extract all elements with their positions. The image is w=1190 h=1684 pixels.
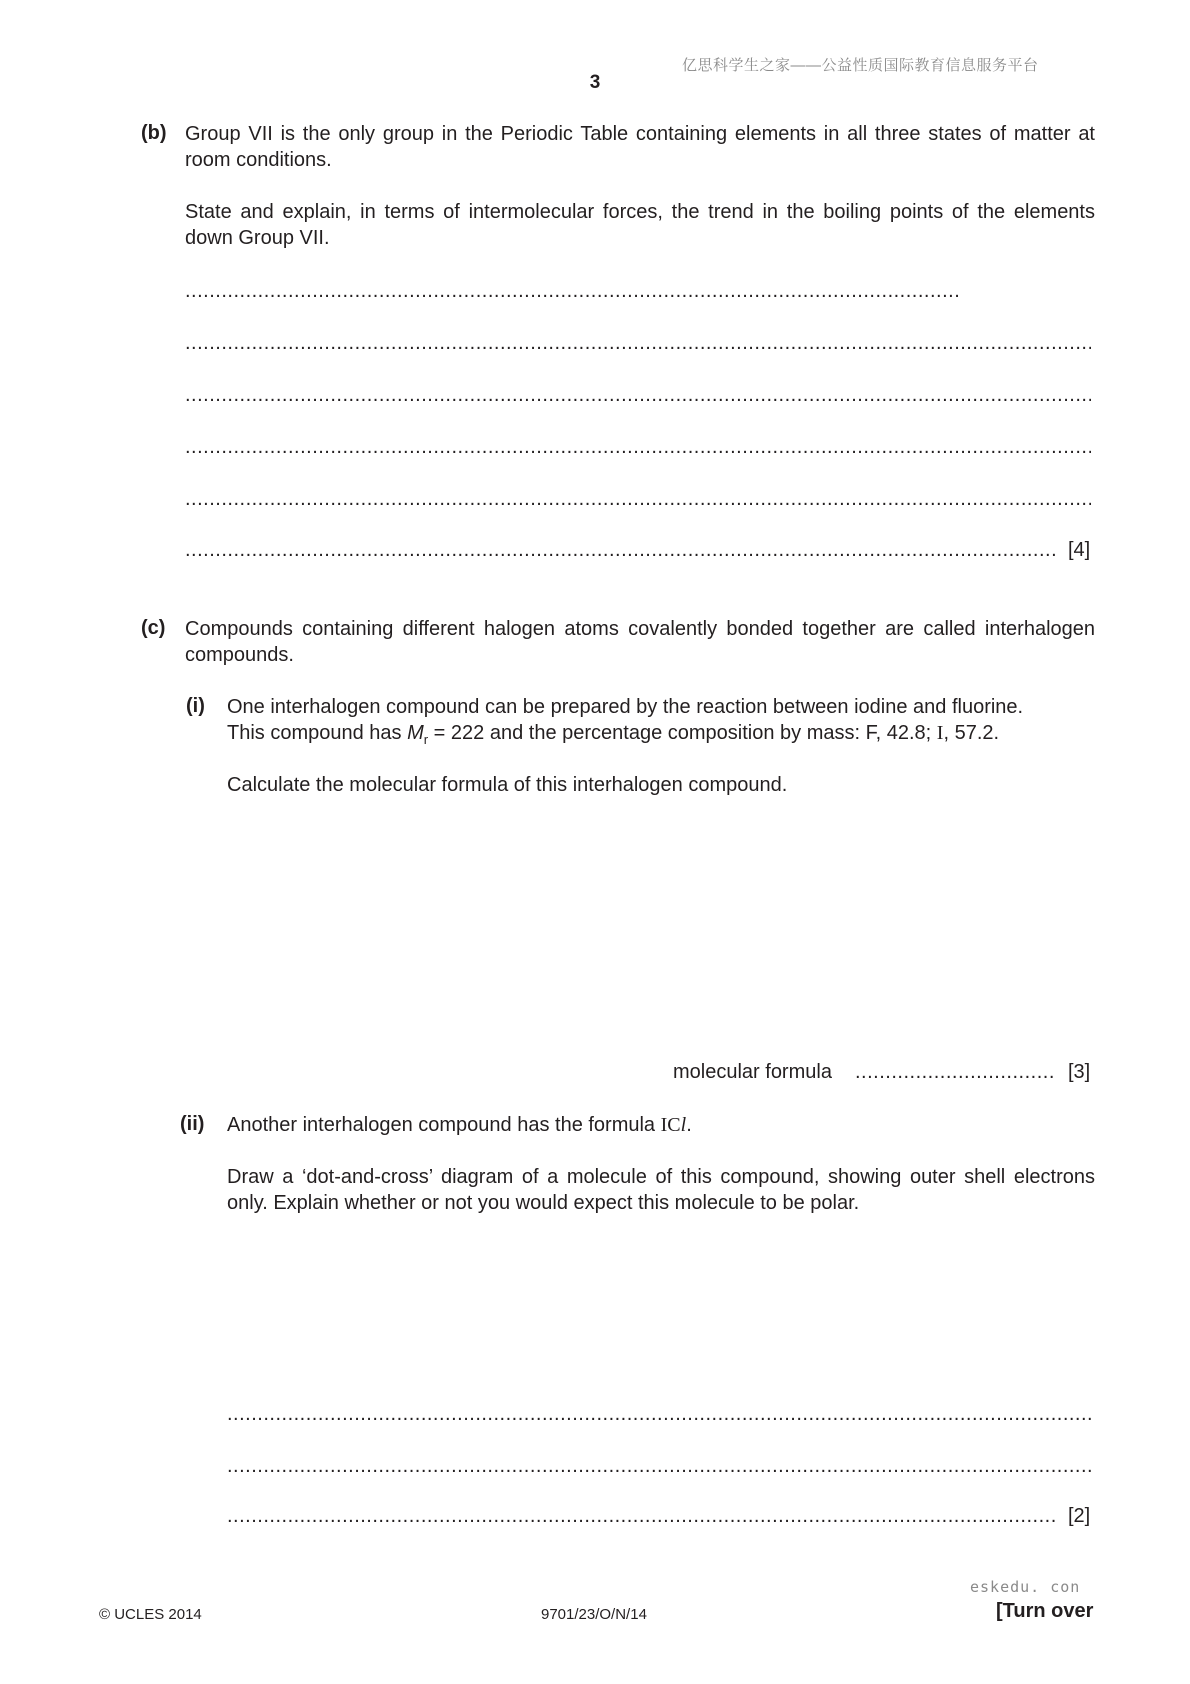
- iodine-symbol: I: [936, 722, 944, 744]
- part-c-i-line1: One interhalogen compound can be prepared by the reaction between iodine and fluorine.: [227, 696, 1024, 718]
- footer-copyright: © UCLES 2014: [99, 1606, 202, 1623]
- footer-watermark: eskedu. con: [970, 1578, 1081, 1596]
- header-watermark: 亿思科学生之家——公益性质国际教育信息服务平台: [682, 57, 1039, 74]
- answer-line[interactable]: [185, 436, 1091, 460]
- answer-line[interactable]: [185, 280, 960, 304]
- formula-I: IC: [660, 1114, 681, 1136]
- ii-line-pre: Another interhalogen compound has the formula: [227, 1114, 661, 1136]
- marks-b: [4]: [1068, 539, 1091, 561]
- turn-over: [Turn over: [996, 1600, 1094, 1622]
- ii-line-post: .: [686, 1114, 692, 1136]
- answer-line[interactable]: [227, 1455, 1091, 1479]
- molecular-formula-answer-line[interactable]: [855, 1061, 1055, 1085]
- mr-subscript: r: [423, 732, 429, 747]
- answer-line[interactable]: [227, 1403, 1091, 1427]
- part-c-i-question: Calculate the molecular formula of this interhalogen compound.: [227, 774, 788, 796]
- question-label-c-ii: (ii): [180, 1113, 205, 1135]
- question-label-b: (b): [141, 122, 167, 144]
- molecular-formula-label: molecular formula: [673, 1061, 832, 1083]
- formula-l: l: [680, 1114, 687, 1136]
- line2-post: = 222 and the percentage composition by mass: F, 42.8;: [428, 722, 937, 744]
- answer-line[interactable]: [185, 539, 1055, 563]
- part-c-i-line2: [227, 720, 1097, 753]
- footer-code: 9701/23/O/N/14: [541, 1606, 647, 1623]
- part-c-intro: Compounds containing different halogen atoms covalently bonded together are called interhalogen compounds.: [185, 618, 1095, 666]
- answer-line[interactable]: [185, 488, 1091, 512]
- answer-line[interactable]: [227, 1505, 1055, 1529]
- marks-c-i: [3]: [1068, 1061, 1091, 1083]
- line2-pre: This compound has: [227, 722, 408, 744]
- answer-line[interactable]: [185, 384, 1091, 408]
- part-b-intro: Group VII is the only group in the Periodic Table containing elements in all three states of matter at room conditions.: [185, 123, 1095, 171]
- iodine-value: , 57.2.: [943, 722, 1000, 744]
- page-number: 3: [589, 72, 601, 93]
- answer-line[interactable]: [185, 332, 1091, 356]
- question-label-c-i: (i): [186, 695, 205, 717]
- part-b-question: State and explain, in terms of intermolecular forces, the trend in the boiling points of the elements down Group VII.: [185, 201, 1095, 249]
- mr-symbol: M: [407, 722, 424, 744]
- part-c-ii-line: [227, 1112, 1097, 1138]
- marks-c-ii: [2]: [1068, 1505, 1091, 1527]
- question-label-c: (c): [141, 617, 166, 639]
- part-c-ii-question: Draw a ‘dot-and-cross’ diagram of a molecule of this compound, showing outer shell electrons only. Explain whether or not you would expect this molecule to be polar.: [227, 1166, 1095, 1214]
